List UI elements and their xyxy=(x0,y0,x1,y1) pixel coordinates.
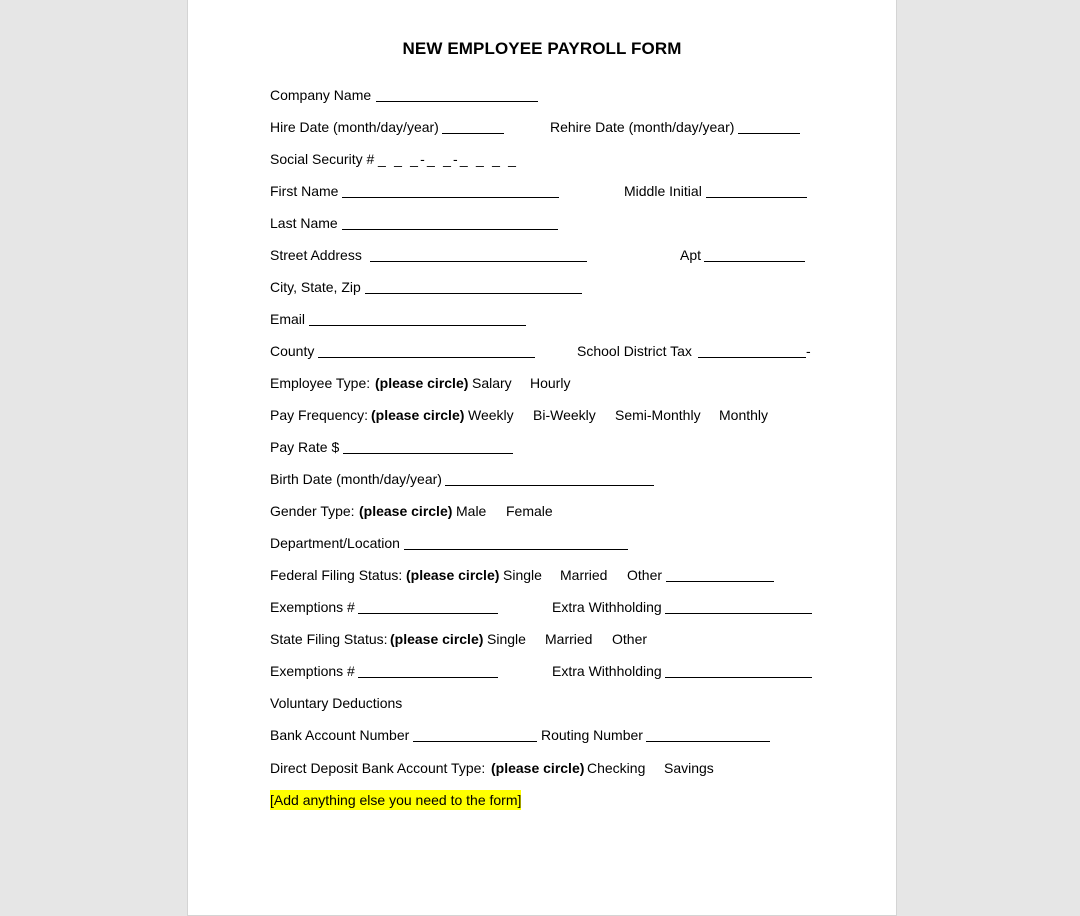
apt-blank[interactable] xyxy=(704,261,805,262)
please-circle-note: (please circle) xyxy=(406,567,500,583)
ssn-label: Social Security # xyxy=(270,151,375,167)
ssn-mask[interactable]: _ _ _-_ _-_ _ _ _ xyxy=(378,151,519,167)
gender-type-label: Gender Type: xyxy=(270,503,355,519)
state-extra-withholding-label: Extra Withholding xyxy=(552,663,662,679)
option-monthly[interactable]: Monthly xyxy=(719,407,769,423)
row-city-state-zip xyxy=(270,277,830,297)
middle-initial-blank[interactable] xyxy=(706,197,807,198)
row-street-address xyxy=(270,245,830,265)
company-name-label: Company Name xyxy=(270,87,372,103)
pay-rate-label: Pay Rate $ xyxy=(270,439,340,455)
option-state-single[interactable]: Single xyxy=(487,631,526,647)
row-add-note xyxy=(270,790,830,810)
federal-extra-withholding-blank[interactable] xyxy=(665,613,812,614)
pay-rate-blank[interactable] xyxy=(343,453,513,454)
direct-deposit-label: Direct Deposit Bank Account Type: xyxy=(270,760,486,776)
school-district-trail: - xyxy=(806,343,811,359)
option-semi-monthly[interactable]: Semi-Monthly xyxy=(615,407,701,423)
row-federal-exemptions xyxy=(270,597,830,617)
row-ssn xyxy=(270,149,830,169)
please-circle-note: (please circle) xyxy=(390,631,484,647)
voluntary-deductions-label: Voluntary Deductions xyxy=(270,695,403,711)
please-circle-note: (please circle) xyxy=(491,760,585,776)
federal-exemptions-label: Exemptions # xyxy=(270,599,355,615)
option-checking[interactable]: Checking xyxy=(587,760,646,776)
option-female[interactable]: Female xyxy=(506,503,553,519)
state-filing-status-label: State Filing Status: xyxy=(270,631,388,647)
row-federal-filing-status xyxy=(270,565,830,585)
option-weekly[interactable]: Weekly xyxy=(468,407,514,423)
middle-initial-label: Middle Initial xyxy=(624,183,702,199)
rehire-date-blank[interactable] xyxy=(738,133,800,134)
option-male[interactable]: Male xyxy=(456,503,487,519)
option-state-other[interactable]: Other xyxy=(612,631,648,647)
please-circle-note: (please circle) xyxy=(359,503,453,519)
form-title: NEW EMPLOYEE PAYROLL FORM xyxy=(402,39,682,58)
option-salary[interactable]: Salary xyxy=(472,375,512,391)
option-hourly[interactable]: Hourly xyxy=(530,375,571,391)
school-district-tax-blank[interactable] xyxy=(698,357,806,358)
row-gender-type xyxy=(270,501,830,521)
row-pay-rate xyxy=(270,437,830,457)
option-federal-married[interactable]: Married xyxy=(560,567,608,583)
last-name-label: Last Name xyxy=(270,215,338,231)
school-district-tax-label: School District Tax xyxy=(577,343,692,359)
email-blank[interactable] xyxy=(309,325,526,326)
option-federal-single[interactable]: Single xyxy=(503,567,542,583)
routing-number-blank[interactable] xyxy=(646,741,770,742)
row-state-filing-status xyxy=(270,629,830,649)
bank-account-number-blank[interactable] xyxy=(413,741,537,742)
row-last-name xyxy=(270,213,830,233)
row-pay-frequency xyxy=(270,405,830,425)
company-name-blank[interactable] xyxy=(376,101,538,102)
please-circle-note: (please circle) xyxy=(375,375,469,391)
state-extra-withholding-blank[interactable] xyxy=(665,677,812,678)
department-location-blank[interactable] xyxy=(404,549,628,550)
pay-frequency-label: Pay Frequency: xyxy=(270,407,369,423)
row-state-exemptions xyxy=(270,661,830,681)
street-address-blank[interactable] xyxy=(370,261,587,262)
row-company-name xyxy=(270,85,830,105)
federal-filing-status-label: Federal Filing Status: xyxy=(270,567,403,583)
first-name-blank[interactable] xyxy=(342,197,559,198)
county-blank[interactable] xyxy=(318,357,535,358)
last-name-blank[interactable] xyxy=(342,229,558,230)
street-address-label: Street Address xyxy=(270,247,362,263)
hire-date-label: Hire Date (month/day/year) xyxy=(270,119,439,135)
state-exemptions-blank[interactable] xyxy=(358,677,498,678)
hire-date-blank[interactable] xyxy=(442,133,504,134)
apt-label: Apt xyxy=(680,247,702,263)
row-email xyxy=(270,309,830,329)
option-bi-weekly[interactable]: Bi-Weekly xyxy=(533,407,596,423)
row-employee-type xyxy=(270,373,830,393)
row-bank-account xyxy=(270,725,830,745)
row-direct-deposit xyxy=(270,758,830,778)
county-label: County xyxy=(270,343,315,359)
birth-date-label: Birth Date (month/day/year) xyxy=(270,471,442,487)
first-name-label: First Name xyxy=(270,183,339,199)
option-savings[interactable]: Savings xyxy=(664,760,714,776)
city-state-zip-label: City, State, Zip xyxy=(270,279,361,295)
federal-extra-withholding-label: Extra Withholding xyxy=(552,599,662,615)
row-county xyxy=(270,341,830,361)
employee-type-label: Employee Type: xyxy=(270,375,371,391)
option-federal-other[interactable]: Other xyxy=(627,567,663,583)
email-label: Email xyxy=(270,311,306,327)
federal-other-blank[interactable] xyxy=(666,581,774,582)
row-voluntary-deductions xyxy=(270,693,830,713)
routing-number-label: Routing Number xyxy=(541,727,643,743)
add-note-highlight: [Add anything else you need to the form] xyxy=(270,792,522,808)
row-department-location xyxy=(270,533,830,553)
row-birth-date xyxy=(270,469,830,489)
bank-account-number-label: Bank Account Number xyxy=(270,727,410,743)
department-location-label: Department/Location xyxy=(270,535,400,551)
city-state-zip-blank[interactable] xyxy=(365,293,582,294)
birth-date-blank[interactable] xyxy=(445,485,654,486)
please-circle-note: (please circle) xyxy=(371,407,465,423)
document-page xyxy=(187,0,897,916)
state-exemptions-label: Exemptions # xyxy=(270,663,355,679)
row-first-name xyxy=(270,181,830,201)
rehire-date-label: Rehire Date (month/day/year) xyxy=(550,119,735,135)
row-hire-date xyxy=(270,117,830,137)
option-state-married[interactable]: Married xyxy=(545,631,593,647)
federal-exemptions-blank[interactable] xyxy=(358,613,498,614)
